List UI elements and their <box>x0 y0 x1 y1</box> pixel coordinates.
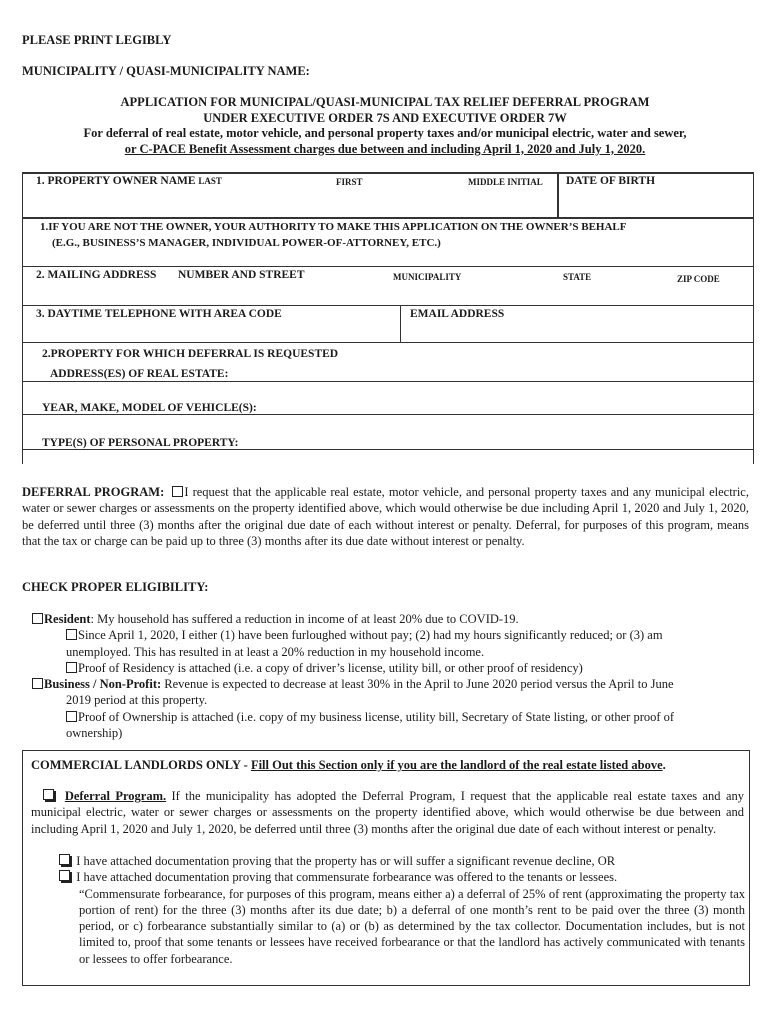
landlord-deferral-label: Deferral Program. <box>64 789 167 803</box>
deferral-program-text: I request that the applicable real estate, motor vehicle, and personal property taxes and any municipal electric, water or sewer charges or assessments on the property identified above, which would otherwise be due including April 1, 2020 and July 1, 2020, be deferred until three (3) months after the original due date of each without interest or penalty. Deferral, for purposes of this program, means that the tax or charge can be paid up to three (3) months after its due date without interest or penalty. <box>22 485 749 548</box>
forbearance-option <box>59 869 745 885</box>
owner-name-field[interactable] <box>30 192 550 214</box>
title-line-4: or C-PACE Benefit Assessment charges due between and including April 1, 2020 and July 1, 2020. <box>124 141 646 156</box>
row-divider-2 <box>22 266 753 267</box>
vehicles-label: YEAR, MAKE, MODEL OF VEHICLE(S): <box>42 402 257 414</box>
residency-proof-text: Proof of Residency is attached (i.e. a copy of driver’s license, utility bill, or other proof of residency) <box>78 660 583 675</box>
resident-text: : My household has suffered a reduction in income of at least 20% due to COVID-19. <box>90 612 519 626</box>
deferral-program-paragraph <box>22 484 749 549</box>
revenue-decline-option <box>59 853 745 869</box>
first-label: FIRST <box>336 177 363 187</box>
row-divider-4 <box>22 342 753 343</box>
furlough-text-1: Since April 1, 2020, I either (1) have been furloughed without pay; (2) had my hours significantly reduced; or (3) am <box>78 628 663 643</box>
landlords-heading: COMMERCIAL LANDLORDS ONLY - Fill Out this Section only if you are the landlord of the real estate listed above. <box>31 758 666 772</box>
residency-proof-option <box>32 660 752 676</box>
personal-property-label: TYPE(S) OF PERSONAL PROPERTY: <box>42 437 239 449</box>
business-checkbox[interactable] <box>32 678 43 689</box>
last-label: LAST <box>198 176 222 186</box>
resident-checkbox[interactable] <box>32 613 43 624</box>
residency-proof-checkbox[interactable] <box>66 662 77 673</box>
daytime-phone-field[interactable] <box>30 323 395 340</box>
real-estate-address-label: ADDRESS(ES) OF REAL ESTATE: <box>50 368 229 380</box>
furlough-text-2: unemployed. This has resulted in at least a 20% reduction in my household income. <box>66 644 485 659</box>
ownership-proof-text-2: ownership) <box>66 726 123 741</box>
print-legibly-note: PLEASE PRINT LEGIBLY <box>22 33 172 47</box>
form-top-border <box>22 172 753 174</box>
row-divider-3 <box>22 305 753 306</box>
owner-name-label: 1. PROPERTY OWNER NAME LAST <box>36 175 222 187</box>
ownership-proof-text-1: Proof of Ownership is attached (i.e. copy of my business license, utility bill, Secretary of State listing, or other proof of <box>78 709 675 724</box>
mailing-address-field[interactable] <box>30 285 745 303</box>
furlough-checkbox[interactable] <box>66 629 77 640</box>
revenue-decline-checkbox[interactable] <box>59 854 70 865</box>
row-divider-7 <box>22 449 753 450</box>
municipality-name-label: MUNICIPALITY / QUASI-MUNICIPALITY NAME: <box>22 64 310 78</box>
resident-label: Resident <box>44 612 91 626</box>
ownership-proof-checkbox[interactable] <box>66 711 77 722</box>
business-option <box>32 676 752 692</box>
email-address-label: EMAIL ADDRESS <box>410 308 505 320</box>
title-line-1: APPLICATION FOR MUNICIPAL/QUASI-MUNICIPAL TAX RELIEF DEFERRAL PROGRAM <box>120 95 650 109</box>
personal-property-field[interactable] <box>246 434 745 448</box>
resident-option <box>32 611 752 627</box>
landlord-deferral-paragraph <box>31 788 744 837</box>
business-text-1: Revenue is expected to decrease at least 30% in the April to June 2020 period versus the April to June <box>161 677 674 692</box>
deferral-checkbox[interactable] <box>172 486 183 497</box>
business-text-2: 2019 period at this property. <box>66 693 208 708</box>
row-divider-5 <box>22 381 753 382</box>
furlough-option <box>32 627 752 643</box>
authority-label: 1.IF YOU ARE NOT THE OWNER, YOUR AUTHORITY TO MAKE THIS APPLICATION ON THE OWNER’S BEHALF (E.G., BUSINESS’S MANAGER, INDIVIDUAL POWER-OF-ATTORNEY, ETC.) <box>40 221 627 249</box>
real-estate-address-field[interactable] <box>240 366 745 380</box>
ownership-proof-option <box>32 709 752 725</box>
forbearance-definition: “Commensurate forbearance, for purposes of this program, means either a) a deferral of 25% of rent (approximating the property tax portion of rent) for the three (3) months after its due date; b) a deferral of one month’s rent to be paid over the three (3) month period, or c) forbearance substantially similar to (a) or (b) as determined by the tax collector. Documentation includes, but is not limited to, proof that some tenants or lessees have received forbearance or that the landlord has actively communicated with tenants or lessees to offer forbearance. <box>79 886 745 966</box>
date-of-birth-label: DATE OF BIRTH <box>566 175 656 187</box>
title-line-2: UNDER EXECUTIVE ORDER 7S AND EXECUTIVE ORDER 7W <box>203 110 567 125</box>
revenue-decline-text: I have attached documentation proving that the property has or will suffer a significant revenue decline, OR <box>76 854 616 868</box>
forbearance-text: I have attached documentation proving that commensurate forbearance was offered to the tenants or lessees. <box>76 870 618 885</box>
row-divider-1 <box>22 217 753 219</box>
number-street-label: NUMBER AND STREET <box>178 269 305 281</box>
authority-field[interactable] <box>30 250 745 264</box>
email-address-field[interactable] <box>406 323 746 340</box>
vehicles-field[interactable] <box>262 399 745 413</box>
eligibility-options <box>32 611 752 741</box>
zip-code-label: ZIP CODE <box>677 274 720 284</box>
form-title <box>0 95 770 157</box>
mailing-address-label: 2. MAILING ADDRESS <box>36 269 157 281</box>
date-of-birth-field[interactable] <box>562 192 748 214</box>
row-divider-6 <box>22 414 753 415</box>
landlord-deferral-text: If the municipality has adopted the Deferral Program, I request that the applicable real estate taxes and any municipal electric, water or sewer charges or assessments on the property identified above, which would otherwise be due between and including April 1, 2020 and July 1, 2020, be deferred until three (3) months after the original due date of each without interest or penalty. <box>31 789 745 836</box>
middle-initial-label: MIDDLE INITIAL <box>468 177 543 187</box>
dob-divider <box>557 173 559 217</box>
business-label: Business / Non-Profit: <box>44 677 162 692</box>
title-line-3: For deferral of real estate, motor vehicle, and personal property taxes and/or municipal electric, water and sewer, <box>83 126 687 140</box>
landlord-deferral-checkbox[interactable] <box>43 789 54 800</box>
deferral-program-heading: DEFERRAL PROGRAM: <box>22 485 165 499</box>
forbearance-checkbox[interactable] <box>59 870 70 881</box>
property-deferral-label: 2.PROPERTY FOR WHICH DEFERRAL IS REQUESTED <box>42 348 339 360</box>
state-label: STATE <box>563 272 592 282</box>
municipality-label: MUNICIPALITY <box>393 272 462 282</box>
eligibility-heading: CHECK PROPER ELIGIBILITY: <box>22 580 209 594</box>
phone-email-divider <box>400 305 401 343</box>
landlord-documentation-list <box>59 853 745 967</box>
daytime-phone-label: 3. DAYTIME TELEPHONE WITH AREA CODE <box>36 308 282 320</box>
